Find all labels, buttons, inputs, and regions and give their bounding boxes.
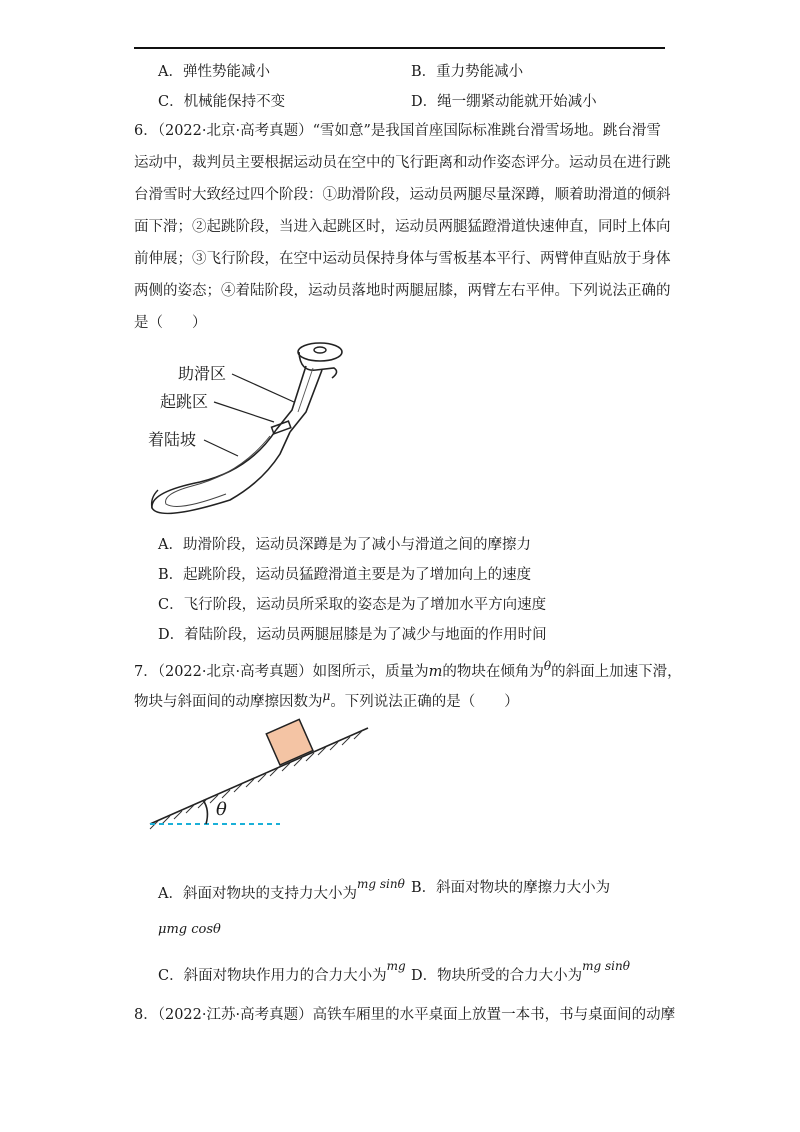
q7-option-c-expr: mg: [386, 959, 406, 973]
label-landing-slope: 着陆坡: [148, 430, 197, 449]
q5-option-c: C．机械能保持不变: [158, 94, 286, 110]
q5-option-b: B．重力势能减小: [411, 64, 524, 80]
q7-mass-symbol: m: [428, 663, 443, 680]
q6-stem-line: 面下滑；②起跳阶段，当进入起跳区时，运动员两腿猛蹬滑道快速伸直，同时上体向: [134, 219, 671, 235]
q8-stem-line1: 8．（2022·江苏·高考真题）高铁车厢里的水平桌面上放置一本书，书与桌面间的动摩: [134, 1007, 676, 1023]
q6-stem-line: 两侧的姿态；④着陆阶段，运动员落地时两腿屈膝，两臂左右平伸。下列说法正确的: [134, 283, 671, 299]
label-takeoff-zone: 起跳区: [160, 392, 209, 411]
q7-stem2-suffix: 。下列说法正确的是（ ）: [330, 693, 519, 710]
q5-option-a: A．弹性势能减小: [158, 64, 270, 80]
q6-stem-line: 台滑雪时大致经过四个阶段：①助滑阶段，运动员两腿尽量深蹲，顺着助滑道的倾斜: [134, 187, 671, 203]
q7-theta-symbol: θ: [543, 659, 552, 673]
q7-option-c: [158, 960, 406, 986]
q7-option-b: B．斜面对物块的摩擦力大小为: [411, 880, 611, 896]
incline-angle-label: θ: [216, 799, 227, 820]
q7-mu-symbol: μ: [322, 689, 331, 703]
q7-stem-mid: 的物块在倾角为: [442, 663, 544, 680]
q7-stem-prefix: 7．（2022·北京·高考真题）如图所示，质量为: [134, 663, 429, 680]
q7-option-c-text: C．斜面对物块作用力的合力大小为: [158, 967, 387, 984]
q7-stem-suffix: 的斜面上加速下滑，: [551, 663, 682, 680]
q7-option-a-text: A．斜面对物块的支持力大小为: [158, 885, 357, 902]
q7-stem2-prefix: 物块与斜面间的动摩擦因数为: [134, 693, 323, 710]
q6-stem-line: 运动中，裁判员主要根据运动员在空中的飞行距离和动作姿态评分。运动员在进行跳: [134, 155, 671, 171]
q7-option-a-expr: mg sinθ: [356, 877, 405, 891]
q6-option-d: D．着陆阶段，运动员两腿屈膝是为了减少与地面的作用时间: [158, 627, 547, 643]
q7-option-d-expr: mg sinθ: [582, 959, 630, 973]
q7-option-a: [158, 878, 405, 904]
q7-option-d-text: D．物块所受的合力大小为: [411, 967, 583, 984]
q6-option-c: C．飞行阶段，运动员所采取的姿态是为了增加水平方向速度: [158, 597, 547, 613]
q6-option-a: A．助滑阶段，运动员深蹲是为了减小与滑道之间的摩擦力: [158, 537, 531, 553]
q6-option-b: B．起跳阶段，运动员猛蹬滑道主要是为了增加向上的速度: [158, 567, 532, 583]
q7-option-d: [411, 960, 630, 986]
label-inrun-zone: 助滑区: [178, 364, 227, 383]
q6-stem-line: 6．（2022·北京·高考真题）“雪如意”是我国首座国际标准跳台滑雪场地。跳台滑雪: [134, 123, 661, 139]
q5-option-d: D．绳一绷紧动能就开始减小: [411, 94, 597, 110]
q6-stem-line: 前伸展；③飞行阶段，在空中运动员保持身体与雪板基本平行、两臂伸直贴放于身体: [134, 251, 671, 267]
q7-option-b-expr: μmg cosθ: [158, 922, 221, 937]
q6-stem-line: 是（ ）: [134, 315, 207, 331]
